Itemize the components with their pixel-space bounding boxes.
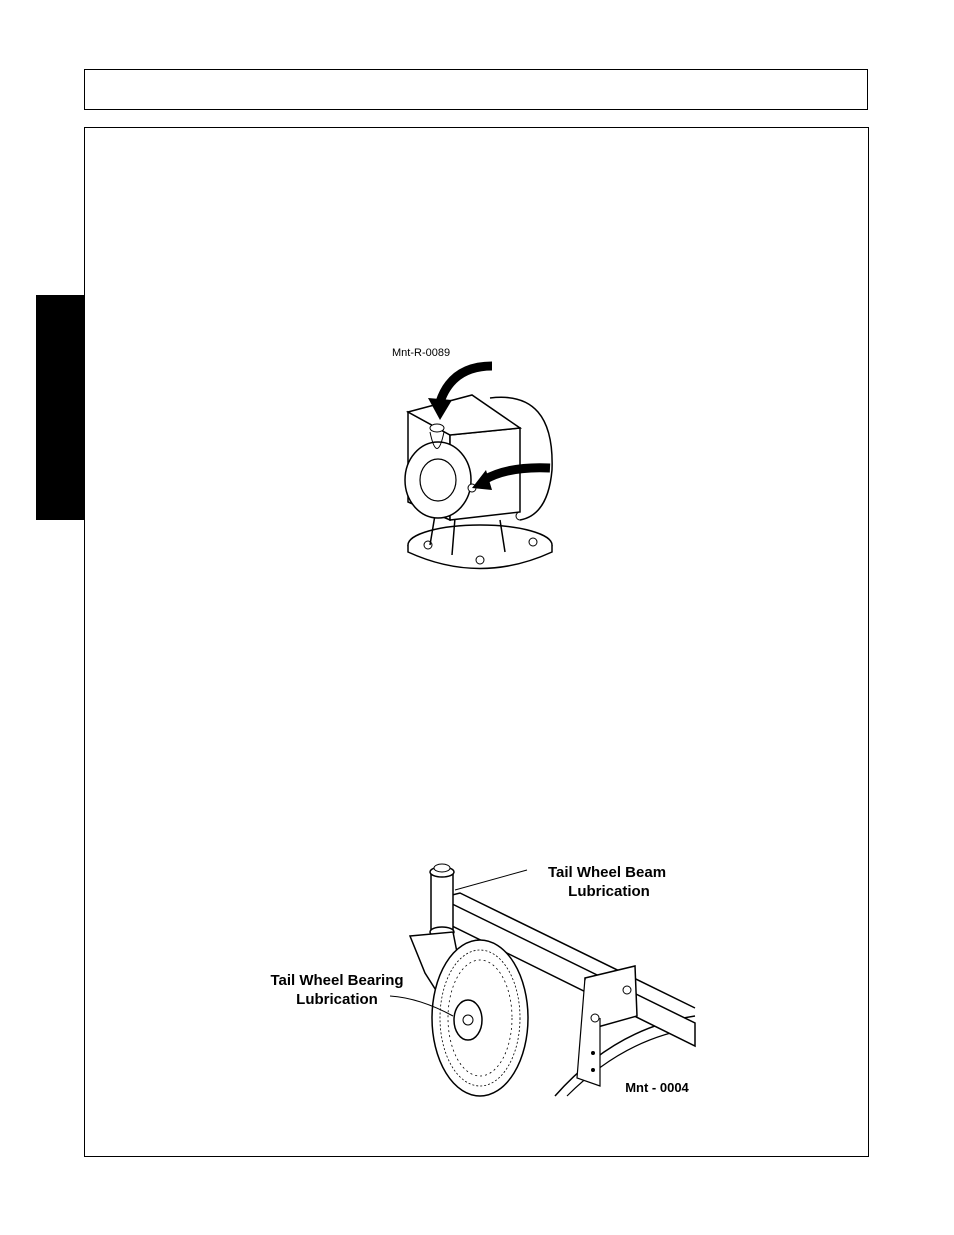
gearbox-figure [380, 340, 580, 580]
gearbox-figure-code: Mnt-R-0089 [392, 347, 451, 359]
tailwheel-figure-code: Mnt - 0004 [625, 1080, 689, 1095]
section-tab [36, 295, 84, 520]
tailwheel-figure [255, 858, 705, 1098]
bearing-lubrication-label-line2: Lubrication [296, 991, 378, 1008]
header-box [84, 69, 868, 110]
tailwheel-illustration [255, 858, 705, 1098]
bearing-lubrication-label-line1: Tail Wheel Bearing [270, 972, 404, 989]
beam-lubrication-label-line1: Tail Wheel Beam [547, 864, 667, 881]
gearbox-illustration [380, 340, 580, 580]
beam-lubrication-label-line2: Lubrication [568, 883, 650, 900]
